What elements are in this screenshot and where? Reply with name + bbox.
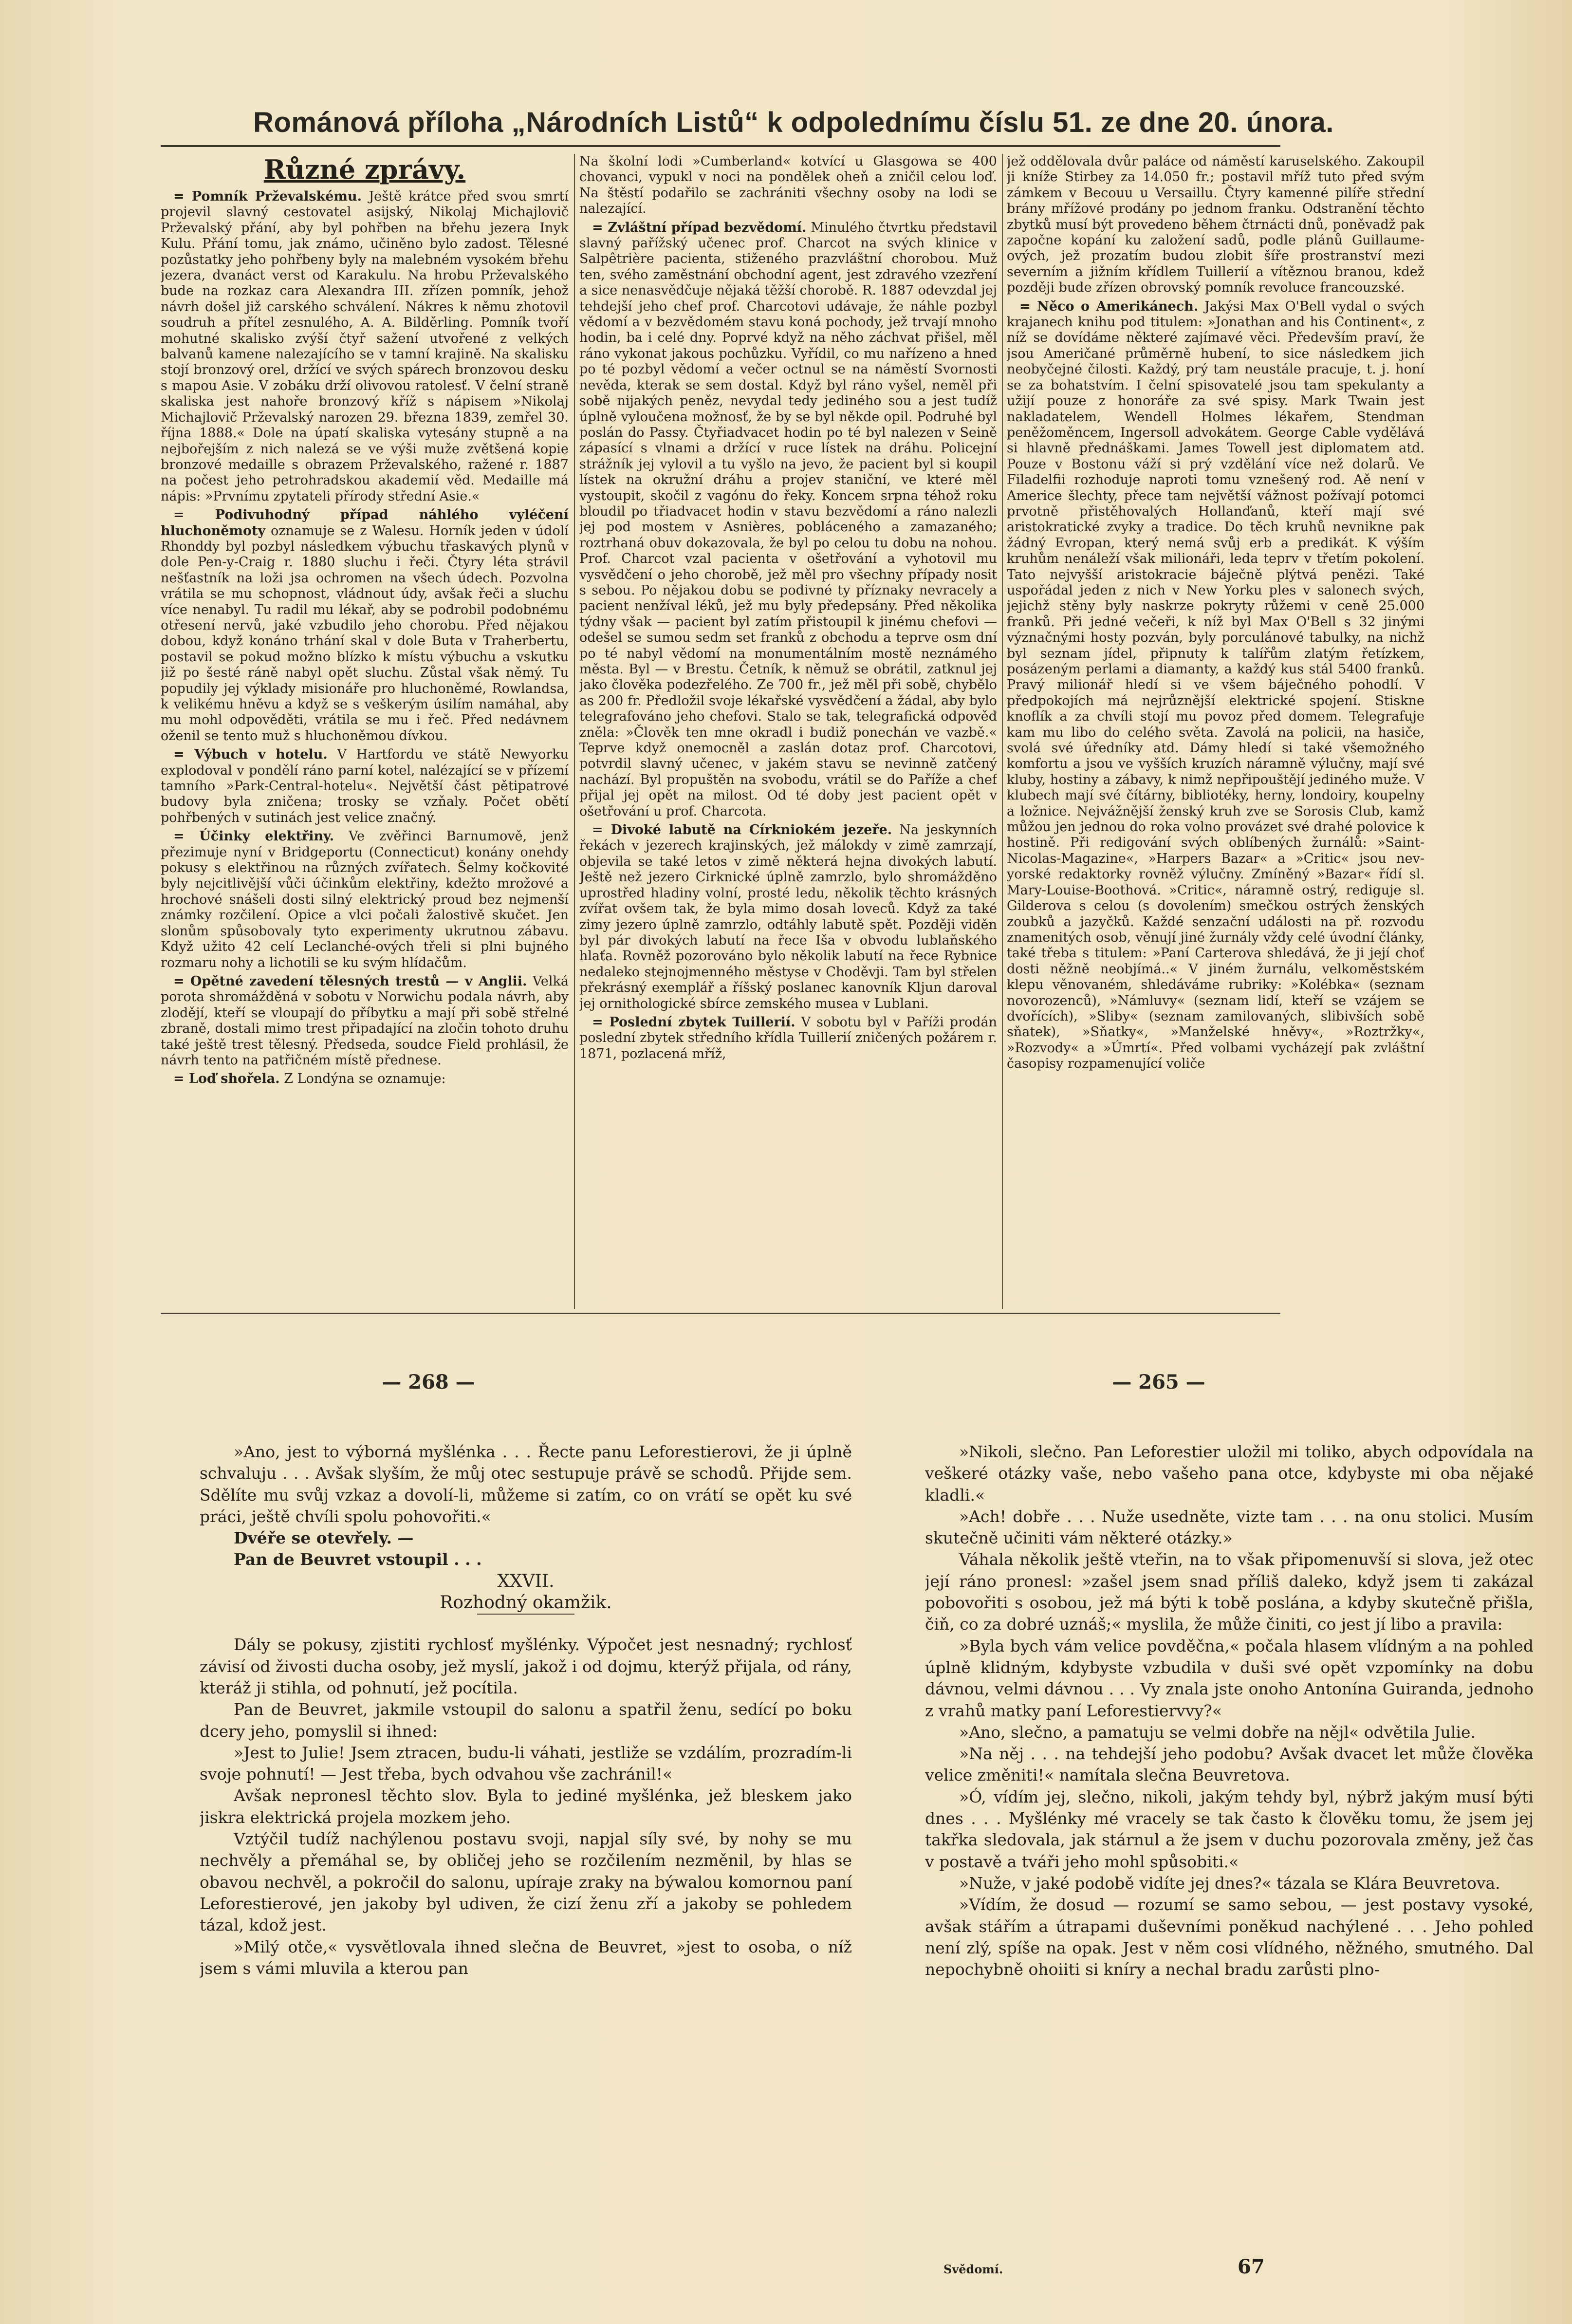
novel-paragraph: Vztýčil tudíž nachýlenou postavu svoji, napjal síly své, by nohy se mu nechvěly a přemáhal se, by obličej jeho se rozčilením nezměnil, by hlas se obavou nechvěl, a pokročil do salonu, upíraje zraky na býwalou komornou paní Leforestierové, jen jakoby byl udiven, že cizí ženu zří a jakoby se pohledem tázal, kdož jest. bbox=[200, 1829, 852, 1935]
news-item-text: Na školní lodi »Cumberland« kotvící u Glasgowa se 400 chovanci, vypukl v noci na pondělek oheň a zničil celou loď. Na štěstí podařilo se zachrániti všechny osoby na lodi se nalezající. bbox=[579, 154, 997, 217]
chapter-number: XXVII. bbox=[497, 1571, 555, 1591]
novel-paragraph: »Byla bych vám velice povděčna,« počala hlasem vlídným a na pohled úplně klidným, kdybyste vzbudila v duši své opět vzpomínky na dobu dávnou, velmi dávnou . . . Vy znala jste onoho Antonína Guiranda, jednoho z vrahů matky paní Leforestiervvy?« bbox=[925, 1636, 1534, 1720]
news-item bbox=[579, 822, 997, 1012]
news-column-2 bbox=[579, 154, 997, 1309]
novel-page-left bbox=[200, 1441, 852, 2288]
section-divider bbox=[161, 1313, 1280, 1314]
column-rule bbox=[574, 154, 575, 1309]
page-number-right: — 265 — bbox=[1112, 1371, 1205, 1394]
novel-paragraph: Pan de Beuvret, jakmile vstoupil do salonu a spatřil ženu, sedící po boku dcery jeho, pomyslil si ihned: bbox=[200, 1700, 852, 1741]
novel-paragraph: Avšak nepronesl těchto slov. Byla to jediné myšlénka, jež bleskem jako jiskra elektrická projela mozkem jeho. bbox=[200, 1786, 852, 1827]
news-item bbox=[579, 220, 997, 819]
novel-paragraph: »Ó, vídím jej, slečno, nikoli, jakým tehdy byl, nýbrž jakým musí býti dnes . . . Myšlénky mé vracely se tak často k člověku tomu, že jsem jej takřka sledovala, jak stárnul a že jsem v duchu pozorovala změny, jež čas v postavě a tváři jeho mohl spůsobiti.« bbox=[925, 1787, 1534, 1871]
news-column-1 bbox=[161, 154, 569, 1309]
novel-paragraph: »Na něj . . . na tehdejší jeho podobu? Avšak dvacet let může člověka velice změniti!« namítala slečna Beuvretova. bbox=[925, 1744, 1534, 1785]
novel-paragraph: »Nikoli, slečno. Pan Leforestier uložil mi toliko, abych odpovídala na veškeré otázky vaše, nebo vašeho pana otce, kdybyste mi oba nějaké kladli.« bbox=[925, 1442, 1534, 1505]
news-item bbox=[161, 974, 569, 1068]
news-item bbox=[161, 507, 569, 744]
news-item bbox=[161, 189, 569, 504]
chapter-title: Rozhodný okamžik. bbox=[440, 1593, 612, 1613]
novel-page-right bbox=[925, 1441, 1534, 2288]
section-title: Různé zprávy. bbox=[263, 154, 466, 185]
news-item-heading: = Účinky elektřiny. bbox=[173, 829, 334, 844]
footer-signature-mark: Svědomí. bbox=[943, 2262, 1003, 2276]
news-item-heading: = Výbuch v hotelu. bbox=[173, 747, 328, 762]
news-item-heading: = Opětné zavedení tělesných trestů — v Anglii. bbox=[173, 973, 527, 989]
header-rule bbox=[161, 145, 1280, 147]
novel-paragraph: »Jest to Julie! Jsem ztracen, budu-li váhati, jestliže se vzdálím, prozradím-li svoje pohnutí! — Jest třeba, bych odvahou vše zachránil!« bbox=[200, 1743, 852, 1784]
news-item-text: Z Londýna se oznamuje: bbox=[284, 1071, 446, 1087]
news-item bbox=[161, 747, 569, 826]
news-item-heading: = Loď shořela. bbox=[173, 1071, 280, 1087]
page-number-left: — 268 — bbox=[382, 1371, 475, 1394]
news-item-text: Velká porota shromážděná v sobotu v Norwichu podala návrh, aby zlodějí, kteří se vloupají do příbytku a mají při sobě střelné zbraně, dostali mimo trest připadající na zločin tohoto druhu také ještě trest tělesný. Předseda, soudce Field prohlásil, že návrh tento na patřičném místě přednese. bbox=[161, 973, 569, 1068]
news-item-heading: = Pomník Prževalskému. bbox=[173, 189, 362, 204]
news-item bbox=[161, 829, 569, 971]
news-column-3 bbox=[1007, 154, 1424, 1309]
chapter-rule bbox=[477, 1614, 574, 1615]
news-item-text: V Hartfordu ve státě Newyorku explodoval v pondělí ráno parní kotel, nalézající se v přízemí tamního »Park-Central-hotelu«. Největší část pětipatrové budovy byla zničena; trosky se vzňaly. Počet obětí pohřbených v sutinách jest velice značný. bbox=[161, 747, 569, 825]
news-item bbox=[1007, 299, 1424, 1072]
novel-paragraph: Váhala několik ještě vteřin, na to však připomenuvší si slova, jež otec její ráno pronesl: »zašel jsem snad příliš daleko, když jsem ti zakázal pobovořiti s osobou, jež má býti k tobě poslána, a kdyby skutečně přišla, čiň, co za dobré uznáš;« myslila, že může činiti, co jest jí libo a pravila: bbox=[925, 1550, 1534, 1634]
news-item-text: Minulého čtvrtku představil slavný pařížský učenec prof. Charcot na svých klinice v Salpêtrière pacienta, stiženého prazvláštní chorobou. Muž ten, svého zaměstnání obchodní agent, jest zdravého vzezření a sice nenasvědčuje nějaká těžší chorobě. R. 1887 odevzdal jej tehdejší jeho chef prof. Charcotovi udávaje, že náhle pozbyl vědomí a v bezvědomém stavu koná pochody, jež trvají mnoho hodin, ba i celé dny. Poprvé když na něho záchvat přišel, měl ráno vykonat jakous pochůzku. Vyřídil, co mu nařízeno a hned po té pozbyl vědomí a večer octnul se na náměstí Svornosti nevěda, kterak se sem dostal. Když byl ráno vyšel, neměl při sobě nijakých peněz, nevydal tedy jediného sou a jest tudíž úplně vyloučena možnosť, že by se byl někde opil. Podruhé byl poslán do Passy. Čtyřiadvacet hodin po té byl nalezen v Seině zápasící s vlnami a držící v ruce lístek na dráhu. Policejní strážník jej vylovil a tu vyšlo na jevo, že pacient byl si koupil lístek na okružní dráhu a projev staniční, ve které měl vystoupit, skočil z vagónu do řeky. Koncem srpna téhož roku bloudil po třiadvacet hodin v stavu bezvědomí a ráno nalezli jej pod mostem v Asnières, pobláceného a zamazaného; roztrhaná obuv dokazovala, že byl po celou tu dobu na nohou. Prof. Charcot vzal pacienta v ošetřování a vyhotovil mu vysvědčení o jeho chorobě, jež měl pro všechny případy nosit s sebou. Po nějakou dobu se podivné ty příznaky nevracely a pacient nenžíval léků, jež mu byly předepsány. Před několika týdny však — pacient byl zatím přistoupil k jinému chefovi — odešel se sumou sedm set franků z obchodu a teprve osm dní po té nabyl vědomí na monumentálním mostě neznámého města. Byl — v Brestu. Četník, k němuž se obrátil, zatknul jej jako člověka podezřelého. Ze 700 fr., jež měl při sobě, chybělo as 200 fr. Předložil svoje lékařské vysvědčení a žádal, aby bylo telegrafováno jeho chefovi. Stalo se tak, telegrafická odpověď zněla: »Člověk ten mne okradl i budiž ponechán ve vazbě.« Teprve když onemocněl a zaslán dotaz prof. Charcotovi, potvrdil slavný učenec, v jakém stavu se nevinně zatčený nachází. Byl propuštěn na svobodu, vrátil se do Paříže a chef přijal jej opět na milost. Od té doby jest pacient opět v ošetřování u prof. Charcota. bbox=[579, 220, 997, 819]
news-item bbox=[579, 154, 997, 217]
novel-paragraph: »Nuže, v jaké podobě vidíte jej dnes?« tázala se Klára Beuvretova. bbox=[959, 1873, 1500, 1893]
news-item-text: Ještě krátce před svou smrtí projevil slavný cestovatel asijský, Nikolaj Michajlovič Prževalský přání, aby byl pohřben na břehu jezera Inyk Kulu. Přání tomu, jak známo, učiněno bylo zadost. Tělesné pozůstatky jeho pohřbeny byly na malebném vysokém břehu jezera, dvanáct verst od Karakulu. Na hrobu Prževalského bude na rozkaz cara Alexandra III. zřízen pomník, jehož návrh došel již carského schválení. Nákres k němu zhotovil soudruh a přítel zesnulého, A. A. Bilděrling. Pomník tvoří mohutné skalisko zvýší čtyř sažení utvořené z velkých balvanů kamene nalezajícího se v tamní krajině. Na skalisku stojí bronzový orel, držící ve svých spárech bronzovou desku s mapou Asie. V zobáku drží olivovou ratolesť. V čelní straně skaliska jest nahoře bronzový kříž s nápisem »Nikolaj Michajlovič Prževalský narozen 29. března 1839, zemřel 30. října 1888.« Dole na úpatí skaliska vytesány stupně a na nejbořejším z nich nalezá se ve výši muže zvětšená kopie bronzové medaille s obrazem Prževalského, ražené r. 1887 na počest jeho petrohradskou akademií věd. Medaille má nápis: »Prvnímu zpytateli přírody střední Asie.« bbox=[161, 189, 569, 504]
novel-paragraph: »Ano, slečno, a pamatuju se velmi dobře na nějl« odvětila Julie. bbox=[959, 1722, 1476, 1742]
novel-paragraph: »Milý otče,« vysvětlovala ihned slečna de Beuvret, »jest to osoba, o níž jsem s vámi mluvila a kterou pan bbox=[200, 1937, 852, 1978]
news-item-text: Ve zvěřinci Barnumově, jenž přezimuje nyní v Bridgeportu (Connecticut) konány onehdy pokusy s elektřinou na různých zvířatech. Šelmy kočkovité byly nejcitlivější vůči účinkům elektřiny, kdežto mrožové a hrochové snášeli dosti silný elektrický proud bez nejmenší známky rozčilení. Opice a vlci počali žalostivě skučet. Jen slonům spůsobovaly tyto experimenty ukrutnou zábavu. Když užito 42 celí Leclanché-ových třeli si plni bujného rozmaru nohy a lichotili se ku svým hlídačům. bbox=[161, 829, 569, 970]
novel-paragraph: Pan de Beuvret vstoupil . . . bbox=[234, 1550, 482, 1569]
news-item-heading: = Něco o Amerikánech. bbox=[1019, 298, 1199, 314]
news-item-heading: = Divoké labutě na Církniokém jezeře. bbox=[592, 822, 892, 838]
news-item-text: V sobotu byl v Paříži prodán poslední zbytek středního křídla Tuillerií zničených požárem r. 1871, pozlacená mříž, bbox=[579, 1014, 997, 1061]
news-item-text: jež oddělovala dvůr paláce od náměstí karuselského. Zakoupil ji kníže Stirbey za 14.050 fr.; postavil mříž tuto před svým zámkem v Becouu u Versaillu. Čtyry kamenné pilíře střední brány mřížové prodány po jednom franku. Odstranění těchto zbytků musí být provedeno během čtrnácti dnů, poněvadž pak započne kopání ku založení sadů, podle plánů Guillaume-ových, jež prozatím budou zlobit šíře prostranství mezi severním a jižním křídlem Tuillerií a vítěznou branou, kdež později bude zřízen obrovský pomník revoluce francouzské. bbox=[1007, 154, 1424, 296]
news-item-text: Na jeskynních řekách v jezerech krajinských, jež málokdy v zimě zamrzají, objevila se také letos v zimě některá hejna divokých labutí. Ještě než jezero Cirknické úplně zamrzlo, bylo shromážděno uprostřed hladiny volní, prosté ledu, několik těchto krásných zvířat ovšem tak, že byla mimo dosah loveců. Když za také zimy jezero úplně zamrzlo, odtáhly labutě spět. Později viděn byl pár divokých labutí na řece Iša v obvodu lublaňského hlaťa. Rovněž pozorováno bylo několik labutí na řece Rybnice nedaleko stejnojmenného městyse v Choděvji. Tam byl střelen překrásný exemplář a říšský poslanec kanovník Kljun daroval jej ornithologické sbírce zemského musea v Lublani. bbox=[579, 822, 997, 1011]
news-item-heading: = Zvláštní případ bezvědomí. bbox=[592, 220, 807, 235]
footer-sheet-number: 67 bbox=[1238, 2255, 1265, 2278]
running-head: Románová příloha „Národních Listů“ k odpolednímu číslu 51. ze dne 20. února. bbox=[253, 107, 1334, 138]
news-item bbox=[579, 1015, 997, 1062]
news-item bbox=[1007, 154, 1424, 296]
news-item-heading: = Podivuhodný případ náhlého vyléčení hluchoněmoty bbox=[161, 507, 569, 539]
news-item-text: Jakýsi Max O'Bell vydal o svých krajanech knihu pod titulem: »Jonathan and his Continent«, z níž se dovídáme některé zajímavé věci. Především praví, že jsou Američané průměrně hubení, to sice následkem jich neobyčejné čilosti. Každý, prý tam neustále pracuje, t. j. honí se za bohatstvím. I čelní spisovatelé jsou tam spekulanty a užijí pouze z honoráře za své spisy. Mark Twain jest nakladatelem, Wendell Holmes lékařem, Stendman peněžoměncem, Ingersoll advokátem. George Cable vydělává si hlavně přednáškami. James Towell jest diplomatem atd. Pouze v Bostonu váží si prý vzdělání více než dolarů. Ve Filadelfii rozhoduje naproti tomu vznešený rod. Aě není v Americe šlechty, přece tam největší vážnost požívají potomci prvotně přistěhovalých Hollanďanů, kteří mají své aristokratické zvyky a tradice. Do těch kruhů nevnikne pak žádný Evropan, který nemá svůj erb a predikát. K výším kruhům nenáleží však milionáři, leda teprv v třetím pokolení. Tato nejvyšší aristokracie báječně plýtvá penězi. Také uspořádal jeden z nich v New Yorku ples v salonech svých, jejichž stěny byly naskrze pokryty růžemi v ceně 25.000 franků. Při jedné večeři, k níž byl Max O'Bell s 32 jinými význačnými hosty pozván, byly porculánové tabulky, na nichž byl seznam jídel, připnuty k talířům zlatým řetízkem, posázeným perlami a diamanty, a každý kus stál 5400 franků. Pravý milionář hledí si ve všem báječného pohodlí. V předpokojích má nejrůznější elektrické spojení. Stiskne knoflík a za chvíli stojí mu povoz před domem. Telegrafuje kam mu libo do celého světa. Zavolá na policii, na hasiče, svolá své úředníky atd. Dámy hledí si také všemožného komfortu a jsou ve vyšších kruzích náramně výlučny, mají své kluby, hostiny a zábavy, k nimž nepřipouštějí jediného muže. V klubech mají své čítárny, bibliotéky, herny, londoiry, koupelny a ložnice. Nejvážnější ženský kruh zve se Sorosis Club, kamž můžou jen jednou do roka volno provázet své drahé polovice k hostině. Při redigování svých oblíbených žurnálů: »Saint-Nicolas-Magazine«, »Harpers Bazar« a »Critic« jsou nev-yorské redaktorky rovněž výlučny. Zmíněný »Bazar« řídí sl. Mary-Louise-Boothová. »Critic«, náramně ostrý, rediguje sl. Gilderova s celou (s dovolením) smečkou ostrých ženských zoubků a jazyčků. Každé senzační události na př. rozvodu znamenitých osob, věnují jiné žurnály vždy celé úvodní články, také třeba s titulem: »Paní Carterova shledává, že ji její choť dosti něžně neobjímá..« V jiném žurnálu, velkoměstském klepu věnovaném, shledáváme rubriky: »Kolébka« (seznam novorozenců), »Námluvy« (seznam lidí, kteří se vzájem se dvořících), »Sliby« (seznam zamilovaných, slibivších sobě sňatek), »Sňatky«, »Manželské hněvy«, »Roztržky«, »Rozvody« a »Úmrtí«. Před volbami vycházejí pak zvláštní časopisy rozpamenující voliče bbox=[1007, 298, 1424, 1072]
novel-paragraph: »Ano, jest to výborná myšlénka . . . Řecte panu Leforestierovi, že ji úplně schvaluju . . . Avšak slyším, že můj otec sestupuje právě se schodů. Přijde sem. Sdělíte mu svůj vzkaz a dovolí-li, můžeme si zatím, co on vrátí se opět ku své práci, ještě chvíli spolu pohovořiti.« bbox=[200, 1442, 852, 1526]
novel-paragraph: »Vídím, že dosud — rozumí se samo sebou, — jest postavy vysoké, avšak stářím a útrapami duševními poněkud nachýlené . . . Jeho pohled není zlý, spíše na opak. Jest v něm cosi vlídného, něžného, smutného. Dal nepochybně ohoiiti si kníry a nechal bradu zarůsti plno- bbox=[925, 1895, 1534, 1979]
novel-paragraph: »Ach! dobře . . . Nuže usedněte, vizte tam . . . na onu stolici. Musím skutečně učiniti vám některé otázky.» bbox=[925, 1506, 1534, 1548]
novel-paragraph: Dály se pokusy, zjistiti rychlosť myšlénky. Výpočet jest nesnadný; rychlosť závisí od živosti ducha osoby, jež myslí, jakož i od dojmu, kterýž přijala, od rány, kteráž ji stihla, od pohnutí, jež pocítila. bbox=[200, 1635, 852, 1697]
novel-paragraph: Dvéře se otevřely. — bbox=[234, 1528, 414, 1548]
news-item bbox=[161, 1071, 569, 1087]
column-rule bbox=[1002, 154, 1003, 1309]
news-item-heading: = Poslední zbytek Tuillerií. bbox=[592, 1014, 795, 1030]
news-item-text: oznamuje se z Walesu. Horník jeden v údolí Rhonddy byl pozbyl následkem výbuchu třaskavých plynů v dole Pen-y-Craig r. 1880 sluchu i řeči. Čtyry léta strávil nešťastník na loži jsa ochromen na všech údech. Pozvolna vrátila se mu schopnost, vládnout údy, avšak řeči a sluchu více nenabyl. Tu radil mu lékař, aby se podrobil podobnému otřesení nervů, jaké vzbudilo jeho chorobu. Před nějakou dobou, když konáno trhání skal v dole Buta v Traherbertu, postavil se pokud možno blízko k místu výbuchu a vskutku již po šesté ráně nabyl opět sluchu. Zůstal však němý. Tu popudily jej výklady misionáře pro hluchoněmé, Rowlandsa, k velikému hněvu a když se s veškerým úsilím namáhal, aby mu mohl odpověděti, vrátila se mu i řeč. Před nedávnem oženil se tento muž s hluchoněmou dívkou. bbox=[161, 523, 569, 744]
